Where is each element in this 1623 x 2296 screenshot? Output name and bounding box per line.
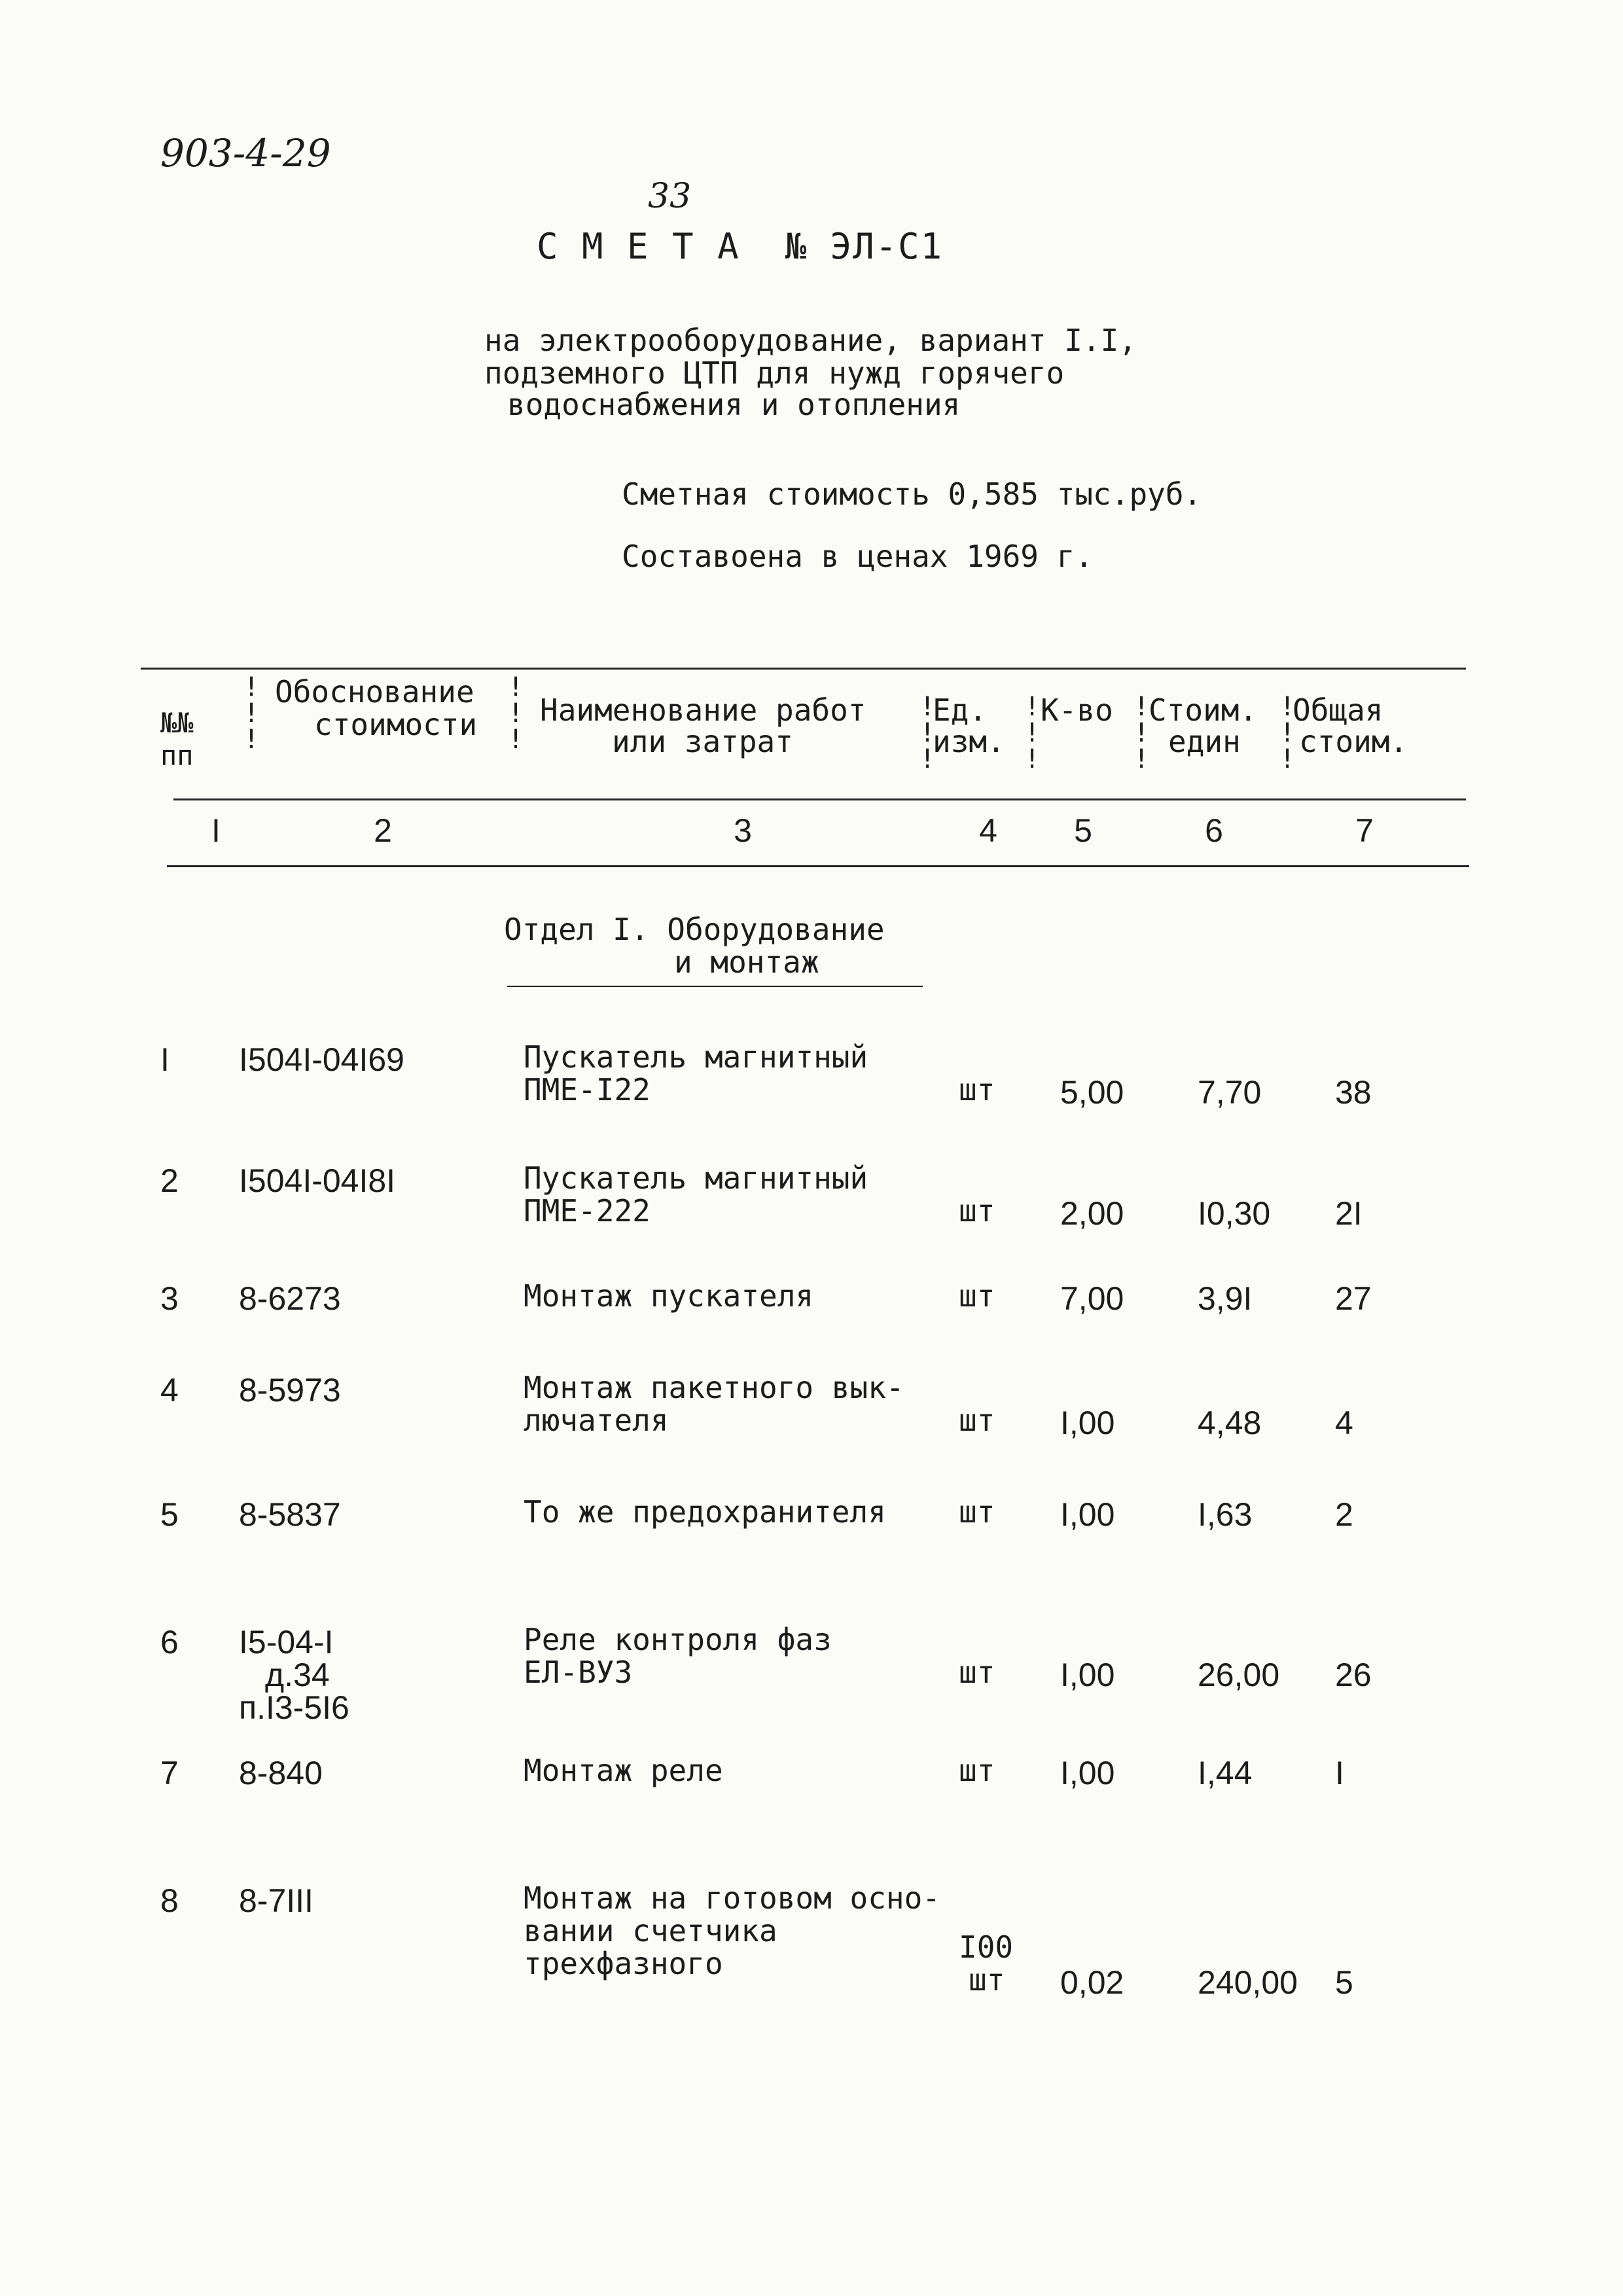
row-total: 4 [1335,1405,1353,1441]
header-bottom-rule [173,798,1466,800]
row-quantity: I,00 [1060,1405,1115,1441]
row-number: I [160,1041,169,1078]
row-code: I504I-04I8I [239,1162,396,1199]
row-unit: шт [959,1193,995,1229]
section-title-l1: Отдел I. Оборудование [504,912,885,947]
header-separator: ! ! ! [1024,692,1041,774]
subtitle-line-2: подземного ЦТП для нужд горячего [484,355,1065,391]
row-quantity: I,00 [1060,1755,1115,1791]
header-separator: ! ! ! [508,672,524,755]
row-total: 2 [1335,1496,1353,1533]
subtitle-line-1: на электрооборудование, вариант I.I, [484,323,1137,358]
row-name: лючателя [524,1403,669,1438]
header-col7-l2: стоим. [1299,724,1408,759]
header-col4-l1: Ед. [933,692,988,728]
row-name: Монтаж пакетного вык- [524,1370,904,1405]
row-code: 8-5973 [239,1372,341,1408]
col-number-3: 3 [734,812,752,849]
row-unit: шт [959,1072,995,1107]
page-number: 33 [648,177,692,216]
row-code: I5-04-I [239,1624,334,1660]
header-col5: К-во [1041,692,1113,728]
row-code: п.I3-5I6 [239,1689,349,1726]
header-col2-l1: Обоснование [275,674,474,709]
row-code: 8-840 [239,1755,323,1791]
row-code: 8-6273 [239,1280,341,1317]
col-number-7: 7 [1355,812,1374,849]
row-total: 5 [1335,1964,1353,2001]
row-name: ЕЛ-ВУЗ [524,1655,633,1690]
col-number-4: 4 [979,812,997,849]
row-unit-price: 240,00 [1198,1964,1298,2001]
price-basis: Составоена в ценах 1969 г. [622,539,1094,574]
row-unit: I00 [959,1929,1014,1965]
row-unit-price: I,63 [1198,1496,1253,1533]
row-name: ПМЕ-222 [524,1193,651,1229]
col-number-5: 5 [1074,812,1092,849]
row-code: I504I-04I69 [239,1041,404,1078]
header-col6-l2: един [1168,724,1241,759]
header-col7-l1: Общая [1293,692,1383,728]
row-unit: шт [959,1494,995,1530]
row-name: Монтаж на готовом осно- [524,1880,940,1916]
row-code: 8-5837 [239,1496,341,1533]
row-total: 2I [1335,1195,1363,1232]
row-name: ПМЕ-I22 [524,1072,651,1107]
row-code: 8-7III [239,1882,313,1919]
row-unit: шт [959,1753,995,1788]
row-total: 38 [1335,1074,1372,1111]
row-number: 3 [160,1280,179,1317]
header-separator: ! ! ! [243,672,260,755]
row-name: Пускатель магнитный [524,1160,868,1196]
row-name: вании счетчика [524,1913,777,1948]
row-number: 6 [160,1624,179,1660]
row-total: 26 [1335,1657,1372,1693]
header-col1-l2: пп [160,740,194,772]
row-name: То же предохранителя [524,1494,886,1530]
row-quantity: 5,00 [1060,1074,1124,1111]
row-name: Реле контроля фаз [524,1622,832,1657]
row-unit-price: 26,00 [1198,1657,1280,1693]
header-separator: ! ! ! [919,692,936,774]
row-unit: шт [959,1655,995,1690]
header-col3-l2: или затрат [612,724,793,759]
section-title-l2: и монтаж [674,944,819,980]
row-total: 27 [1335,1280,1372,1317]
row-unit-price: I,44 [1198,1755,1253,1791]
row-total: I [1335,1755,1344,1791]
header-col1-l1: №№ [160,707,194,739]
header-separator: ! ! ! [1133,692,1150,774]
header-col2-l2: стоимости [314,707,478,742]
row-name: Монтаж реле [524,1753,723,1788]
header-col6-l1: Стоим. [1149,692,1258,728]
row-number: 4 [160,1372,179,1408]
row-name: Монтаж пускателя [524,1278,814,1314]
section-underline [507,986,923,987]
row-number: 7 [160,1755,179,1791]
row-unit-price: I0,30 [1198,1195,1271,1232]
table-top-rule [141,668,1466,670]
row-number: 2 [160,1162,179,1199]
row-unit-price: 3,9I [1198,1280,1253,1317]
row-quantity: 7,00 [1060,1280,1124,1317]
row-quantity: 2,00 [1060,1195,1124,1232]
row-unit-price: 4,48 [1198,1405,1262,1441]
row-unit: шт [969,1962,1005,1998]
row-number: 8 [160,1882,179,1919]
col-number-1: I [211,812,221,849]
row-number: 5 [160,1496,179,1533]
row-quantity: I,00 [1060,1496,1115,1533]
document-code: 903-4-29 [160,131,331,175]
header-col3-l1: Наименование работ [540,692,866,728]
column-numbers-rule [167,865,1469,867]
row-unit: шт [959,1403,995,1438]
row-quantity: I,00 [1060,1657,1115,1693]
estimated-cost: Сметная стоимость 0,585 тыс.руб. [622,476,1202,512]
row-unit: шт [959,1278,995,1314]
subtitle-line-3: водоснабжения и отопления [507,387,961,422]
document-title: С М Е Т А № ЭЛ-С1 [537,226,944,267]
row-name: Пускатель магнитный [524,1039,868,1075]
header-separator: ! ! ! [1279,692,1296,774]
header-col4-l2: изм. [933,724,1005,759]
row-name: трехфазного [524,1946,723,1981]
col-number-6: 6 [1205,812,1223,849]
row-code: д.34 [265,1657,330,1693]
row-quantity: 0,02 [1060,1964,1124,2001]
col-number-2: 2 [374,812,392,849]
row-unit-price: 7,70 [1198,1074,1262,1111]
